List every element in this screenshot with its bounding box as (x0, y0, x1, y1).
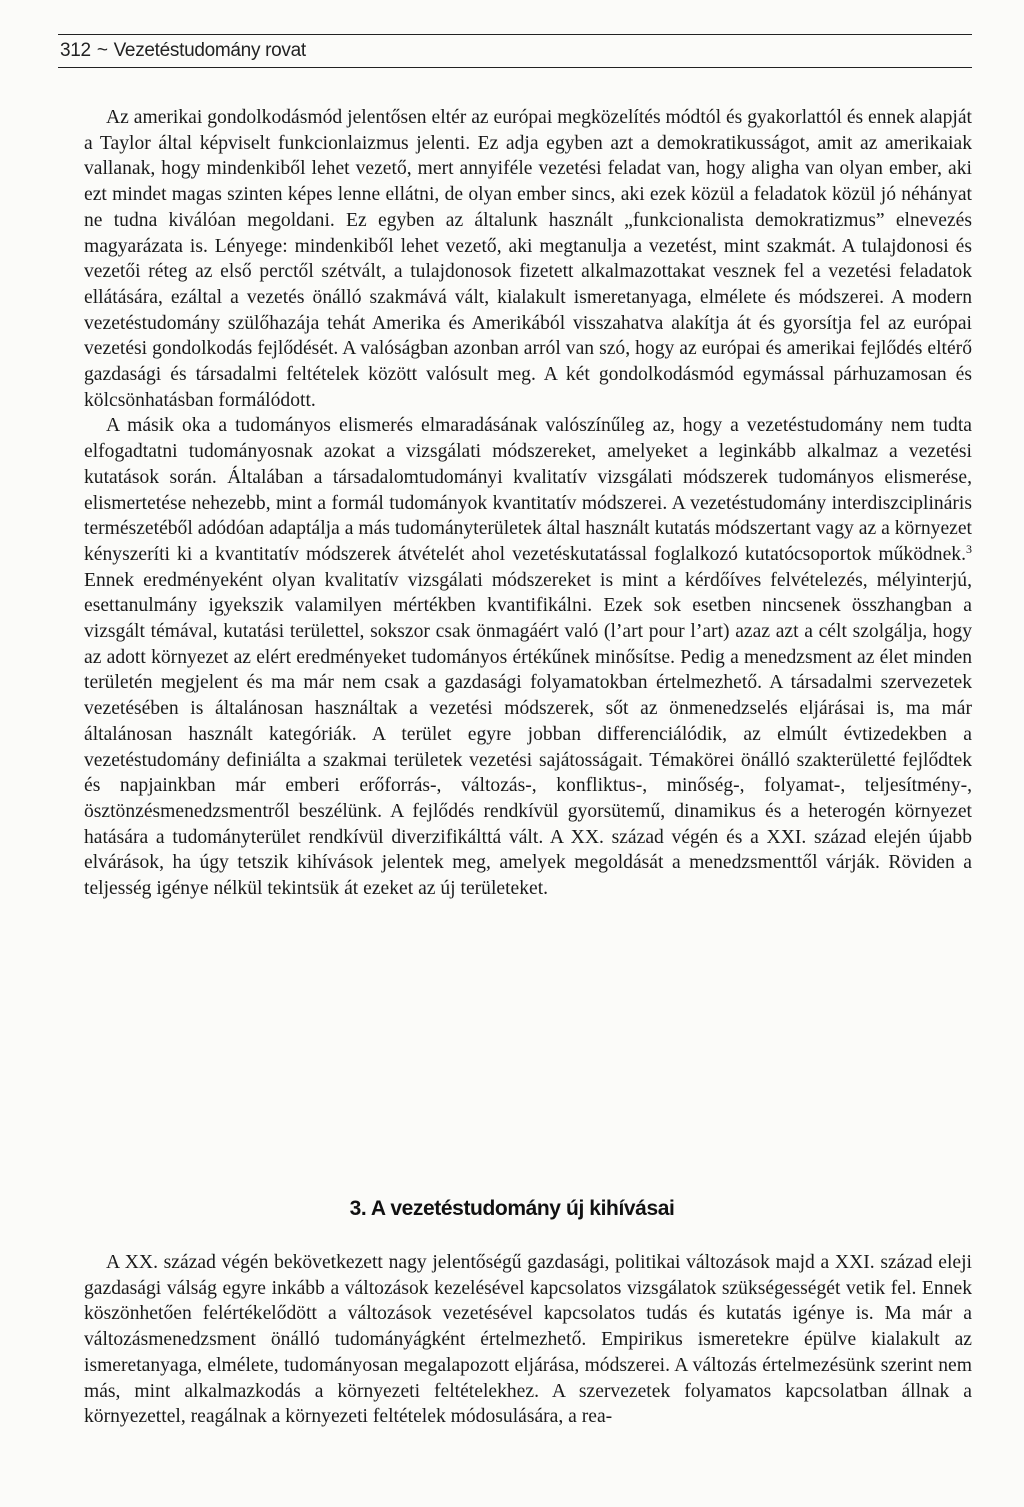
section-heading: 3. A vezetéstudomány új kihívásai (349, 1197, 675, 1220)
paragraph: A XX. század végén bekövetkezett nagy jelentőségű gazdasági, politikai változások majd a XXI. század eleji gazdasági válság egyre inkább a változások kezelésével kapcsolatos vizsgálatok szükségességét vetik fel. Ennek köszönhetően felértékelődött a változások vezetésével kapcsolatos tudás és kutatás igénye is. Ma már a változásmenedzsment önálló tudományágként értelmezhető. Empirikus ismeretekre épülve kialakult az ismeretanyaga, elmélete, tudományosan megalapozott eljárása, módszerei. A változás értelmezésünk szerint nem más, mint alkalmazkodás a környezeti feltételekhez. A szervezetek folyamatos kapcsolatban állnak a környezettel, reagálnak a környezeti feltételek módosulására, a rea- (84, 1252, 972, 1428)
paragraph: Az amerikai gondolkodásmód jelentősen eltér az európai megközelítés módtól és gyakorlattól és ennek alapját a Taylor által képviselt funkcionlaizmus jelenti. Ez adja egyben azt a demokratikusságot, amit az amerikaiak vallanak, hogy mindenkiből lehet vezető, mert annyiféle vezetési feladat van, hogy aligha van olyan ember, aki ezt mindet magas szinten képes lenne ellátni, de olyan ember sincs, aki ezek közül a feladatok közül jó néhányat ne tudna kiválóan megoldani. Ez egyben az általunk használt „funkcionalista demokratizmus” elnevezés magyarázata is. Lényege: mindenkiből lehet vezető, aki megtanulja a vezetést, mint szakmát. A tulajdonosi és vezetői réteg az első perctől szétvált, a tulajdonosok fizetett alkalmazottakat vesznek fel a vezetési feladatok ellátására, ezáltal a vezetés önálló szakmává vált, kialakult ismeretanyaga, elmélete és módszerei. A modern vezetéstudomány szülőhazája tehát Amerika és Amerikából visszahatva alakítja át és gyorsítja fel az európai vezetési gondolkodás fejlődését. A valóságban azonban arról van szó, hogy az európai és amerikai fejlődés eltérő gazdasági és társadalmi feltételek között valósult meg. A két gondolkodásmód egymással párhuzamosan és kölcsönhatásban formálódott. (84, 107, 972, 411)
paragraph-text: Ennek eredményeként olyan kvalitatív vizsgálati módszereket is mint a kérdőíves felvételezés, mélyinterjú, esettanulmány igyekszik valamilyen mértékben kvantifikálni. Ezek sok esetben nincsenek összhangban a vizsgált témával, kutatási területtel, sokszor csak önmagáért való (l’art pour l’art) azaz azt a célt szolgálja, hogy az adott környezet az elért eredményeket tudományos értékűnek minősítse. Pedig a menedzsment az élet minden területén megjelent és ma már nem csak a gazdasági folyamatokban értelmezhető. A társadalmi szervezetek vezetésében is általánosan használtak a vezetési módszerek, sőt az önmenedzselés eljárásai is, ma már általánosan használt kategóriák. A terület egyre jobban differenciálódik, az elmúlt évtizedekben a vezetéstudomány definiálta a szakmai területek vezetési sajátosságait. Témakörei önálló szakterületté fejlődtek és napjainkban már emberi erőforrás-, változás-, konfliktus-, minőség-, folyamat-, teljesítmény-, ösztönzésmenedzsmentről beszélünk. A fejlődés rendkívül gyorsütemű, dinamikus és a heterogén környezet hatására a tudományterület rendkívül diverzifikálttá vált. A XX. század végén és a XXI. század elején újabb elvárások, ha úgy tetszik kihívások jelentek meg, amelyek megoldását a menedzsmenttől várják. Röviden a teljesség igénye nélkül tekintsük át ezeket az új területeket. (84, 569, 972, 900)
body-text-block (84, 105, 972, 902)
running-header (58, 34, 972, 68)
footnote-reference[interactable]: 3 (966, 541, 972, 556)
section-body (84, 1250, 972, 1430)
running-title: Vezetéstudomány rovat (113, 40, 306, 61)
paragraph (84, 413, 972, 901)
paragraph-text: A másik oka a tudományos elismerés elmaradásának valószínűleg az, hogy a vezetéstudomány nem tudta elfogadtatni tudományosnak azokat a vizsgálati módszereket, amelyeket a leginkább alkalmaz a vezetési kutatások során. Általában a társadalomtudományi kvalitatív vizsgálati módszerek tudományos elismerése, elismertetése nehezebb, mint a formál tudományok kvantitatív módszerei. A vezetéstudomány interdiszciplináris természetéből adódóan adaptálja a más tudományterületek által használt kutatás módszertant vagy az a környezet kényszeríti ki a kvantitatív módszerek átvételét ahol vezetéskutatással foglalkozó kutatócsoportok működnek. (84, 415, 972, 565)
header-text (60, 40, 306, 62)
header-separator: ~ (96, 40, 108, 61)
page-number: 312 (60, 40, 91, 61)
